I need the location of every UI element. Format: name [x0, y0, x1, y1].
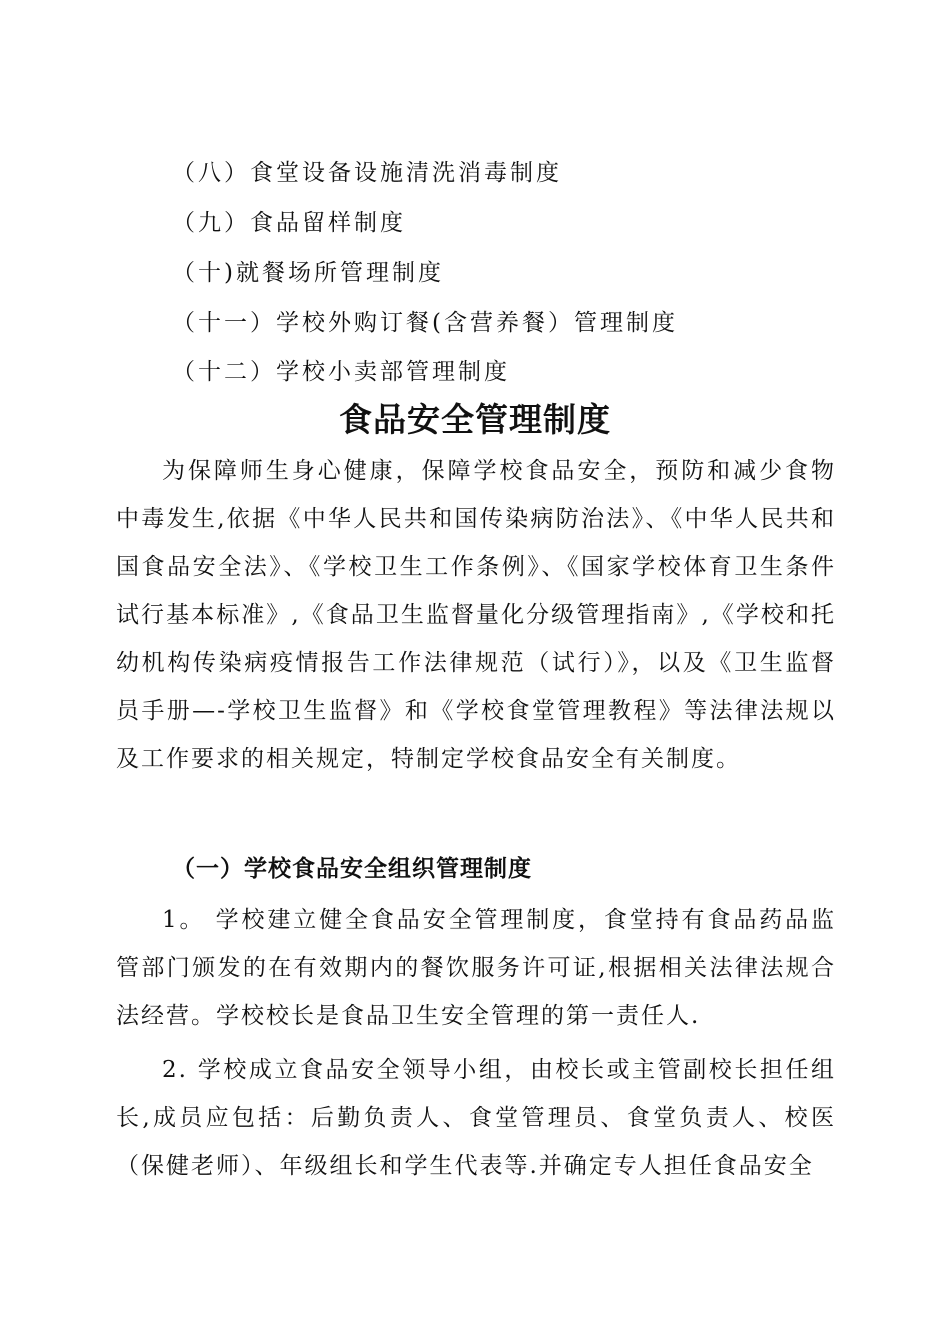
section-item-2: 2. 学校成立食品安全领导小组，由校长或主管副校长担任组长,成员应包括：后勤负责人、食堂管理员、食堂负责人、校医（保健老师）、年级组长和学生代表等.并确定专人担任食品安全: [116, 1057, 836, 1179]
document-title: 食品安全管理制度: [339, 400, 611, 439]
section-heading: （一）学校食品安全组织管理制度: [172, 855, 532, 882]
toc-item-9: （九）食品留样制度: [172, 210, 406, 236]
section-item-1: 1。 学校建立健全食品安全管理制度，食堂持有食品药品监管部门颁发的在有效期内的餐饮服务许可证,根据相关法律法规合法经营。学校校长是食品卫生安全管理的第一责任人.: [116, 907, 836, 1029]
toc-item-8: （八）食堂设备设施清洗消毒制度: [172, 160, 562, 186]
toc-item-12: （十二）学校小卖部管理制度: [172, 359, 510, 385]
toc-item-11: （十一）学校外购订餐(含营养餐）管理制度: [172, 310, 678, 336]
toc-item-10: （十)就餐场所管理制度: [172, 260, 444, 286]
intro-paragraph: 为保障师生身心健康，保障学校食品安全，预防和减少食物中毒发生,依据《中华人民共和国传染病防治法》、《中华人民共和国食品安全法》、《学校卫生工作条例》、《国家学校体育卫生条件试行基本标准》,《食品卫生监督量化分级管理指南》,《学校和托幼机构传染病疫情报告工作法律规范（试行）》，以及《卫生监督员手册—-学校卫生监督》和《学校食堂管理教程》等法律法规以及工作要求的相关规定，特制定学校食品安全有关制度。: [116, 458, 836, 772]
